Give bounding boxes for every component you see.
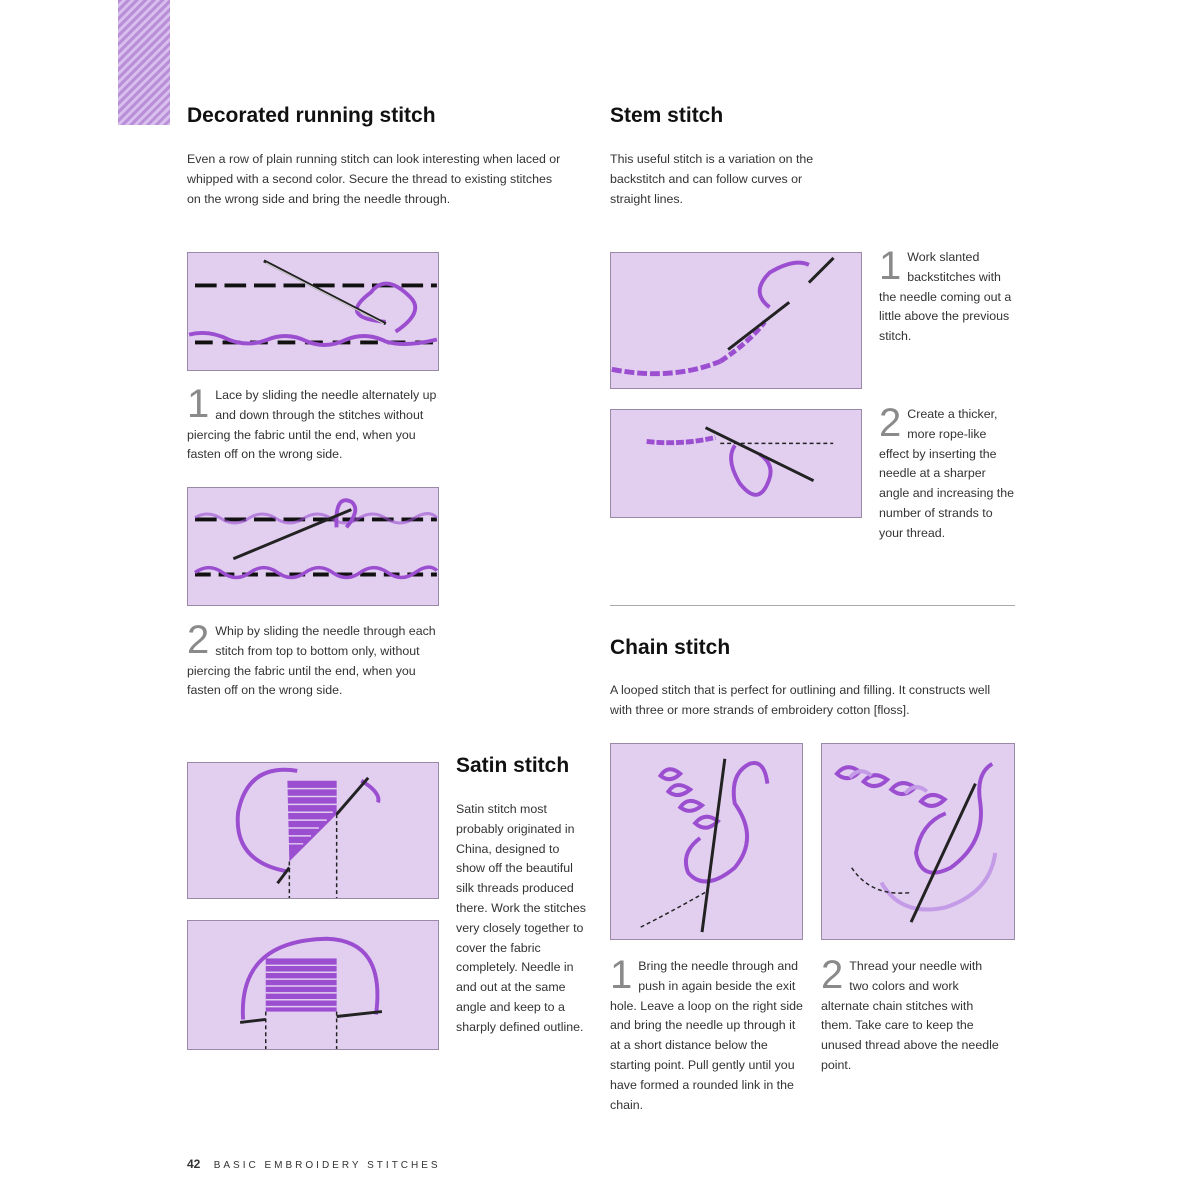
step-text: Lace by sliding the needle alternately up and down through the stitches without piercing the fabric until the end, when you fasten off on the wrong side. [187,388,437,462]
step-text: Work slanted backstitches with the needle coming out a little above the previous stitch. [879,250,1012,344]
illustration-satin-1 [187,762,439,899]
illustration-stem-2 [610,409,862,518]
illustration-satin-2 [187,920,439,1050]
step2-whipping [187,618,442,701]
illustration-chain-2 [821,743,1015,940]
step1-stem [879,244,1019,347]
step2-stem [879,401,1019,544]
illustration-chain-1 [610,743,803,940]
step-number: 1 [879,244,902,288]
step-number: 2 [187,618,210,662]
step1-lacing [187,382,442,465]
step-text: Create a thicker, more rope-like effect by inserting the needle at a sharper angle and increasing the number of strands to your thread. [879,407,1015,540]
heading-decorated-running-stitch: Decorated running stitch [187,104,436,127]
illustration-lacing [187,252,439,371]
step2-chain [821,953,1001,1076]
illustration-whipping [187,487,439,606]
step1-chain [610,953,808,1115]
page-number: 42 [187,1157,201,1171]
heading-stem-stitch: Stem stitch [610,104,724,127]
step-number: 2 [821,953,844,997]
step-number: 2 [879,401,902,445]
step-number: 1 [610,953,633,997]
step-number: 1 [187,382,210,426]
illustration-stem-1 [610,252,862,389]
page-footer [187,1157,441,1171]
heading-satin-stitch: Satin stitch [456,754,570,777]
step-text: Thread your needle with two colors and work alternate chain stitches with them. Take care to keep the unused thread above the needle point. [821,959,999,1072]
intro-chain-stitch: A looped stitch that is perfect for outlining and filling. It constructs well with three or more strands of embroidery cotton [floss]. [610,683,991,717]
step-text: Whip by sliding the needle through each stitch from top to bottom only, without piercing the fabric until the end, when you fasten off on the wrong side. [187,624,436,698]
chapter-tab [118,0,170,125]
running-title: BASIC EMBROIDERY STITCHES [213,1160,441,1171]
heading-chain-stitch: Chain stitch [610,636,731,659]
intro-stem-stitch: This useful stitch is a variation on the backstitch and can follow curves or straight lines. [610,152,814,206]
intro-decorated-running-stitch: Even a row of plain running stitch can look interesting when laced or whipped with a second color. Secure the thread to existing stitches on the wrong side and bring the needle through. [187,152,561,206]
section-divider [610,605,1015,606]
text-satin-stitch: Satin stitch most probably originated in China, designed to show off the beautiful silk threads produced there. Work the stitches very closely together to cover the fabric completely. Needle in and out at the same angle and keep to a sharply defined outline. [456,802,586,1034]
step-text: Bring the needle through and push in again beside the exit hole. Leave a loop on the right side and bring the needle up through it at a short distance below the starting point. Pull gently until you have formed a rounded link in the chain. [610,959,803,1112]
